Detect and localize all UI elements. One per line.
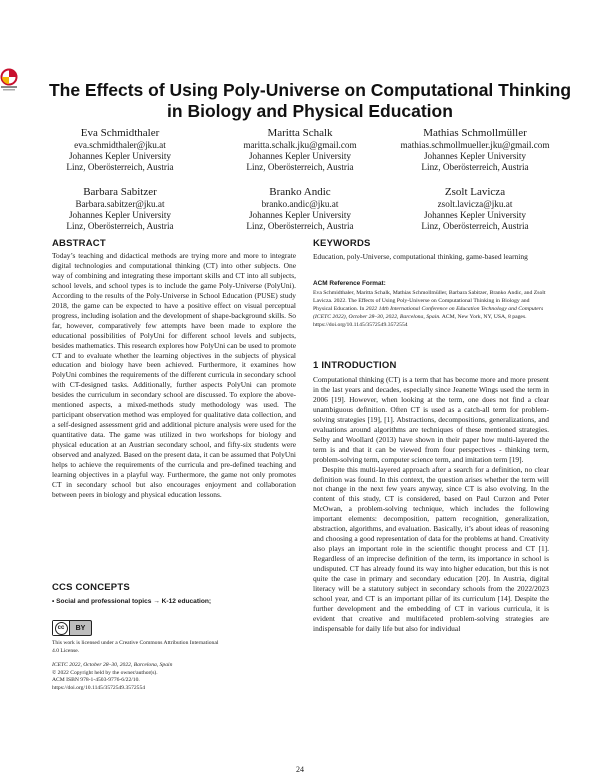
introduction-heading: 1 INTRODUCTION <box>313 360 397 371</box>
author-affiliation: Johannes Kepler University <box>68 210 172 221</box>
author-affiliation: Johannes Kepler University <box>248 151 352 162</box>
ccs-heading: CCS CONCEPTS <box>52 582 130 593</box>
author-name: Zsolt Lavicza <box>444 186 506 198</box>
author-name: Eva Schmidthaler <box>80 127 160 139</box>
paper-title: The Effects of Using Poly-Universe on Computational Thinking in Biology and Physical Education <box>48 80 572 121</box>
author-location: Linz, Oberösterreich, Austria <box>421 162 529 173</box>
author-name: Branko Andic <box>269 186 331 198</box>
keywords-heading: KEYWORDS <box>313 238 371 249</box>
abstract-text: Today’s teaching and didactical methods are trying more and more to integrate digital technologies and computational thinking (CT) into other subjects. One way of combining and integrating these important skills and CT into all subjects, school levels, and school types is to include the game Poly-Universe (PolyUni). According to the results of the Poly-Universe in School Education (PUSE) study 2018, the game can be expected to have a positive effect on visual perceptual progress, including isolation and the development of shape-background skills. So far, however, comparatively few attempts have been made to explore the educational possibilities of PolyUni for different school levels and subjects, besides mathematics. This research explores how PolyUni can be used to promote CT and to evaluate whether the learning objectives in the subjects of physical education and biology have been achieved. Furthermore, it examines how PolyUni combines the requirements of the different curricula in secondary school with CT-designed tasks. Additionally, further aspects PolyUni can promote besides the curriculum in secondary school are discussed. To explore the above-mentioned aspects, a mixed-methods study methodology was used. The participant observation method was employed for qualitative data collection, and a self-designed assessment grid and additional picture analysis were used for the quantitative data. The game was utilized in two workshops for biology and physical education at an Austrian secondary school, and fifty-six students were observed and analyzed. Based on the present data, it can be assumed that PolyUni helps to achieve the requirements of the curricula and pre-defined teaching and learning objectives in a playful way. Furthermore, the game not only promotes CT in secondary school but also encourages enjoyment and collaboration between peers in biology and physical education lessons. <box>52 251 296 499</box>
author-name: Maritta Schalk <box>267 127 333 139</box>
author-card <box>210 185 390 233</box>
author-email[interactable]: Barbara.sabitzer@jku.at <box>75 199 165 209</box>
page-number: 24 <box>296 765 304 774</box>
author-location: Linz, Oberösterreich, Austria <box>66 162 174 173</box>
author-email[interactable]: mathias.schmollmueller.jku@gmail.com <box>400 140 550 150</box>
cc-by-license-icon[interactable] <box>52 620 92 636</box>
author-name: Barbara Sabitzer <box>83 186 157 198</box>
author-card <box>30 185 210 233</box>
author-card <box>385 185 565 233</box>
cc-icon: cc <box>55 622 68 635</box>
doi-link[interactable]: https://doi.org/10.1145/3572549.3572554 <box>52 684 146 691</box>
author-card <box>385 126 565 174</box>
author-location: Linz, Oberösterreich, Austria <box>66 221 174 232</box>
reference-format-heading: ACM Reference Format: <box>313 280 386 287</box>
by-label: BY <box>75 624 86 632</box>
introduction-text <box>313 375 549 634</box>
author-email[interactable]: branko.andic@jku.at <box>261 199 339 209</box>
author-affiliation: Johannes Kepler University <box>248 210 352 221</box>
author-card <box>30 126 210 174</box>
ccs-item: • Social and professional topics → K-12 education; <box>52 598 212 605</box>
author-location: Linz, Oberösterreich, Austria <box>246 162 354 173</box>
author-card <box>210 126 390 174</box>
author-affiliation: Johannes Kepler University <box>68 151 172 162</box>
venue-info: ICETC 2022, October 28–30, 2022, Barcelona, Spain © 2022 Copyright held by the owner/author(s). ACM ISBN 978-1-4503-9776-6/22/10. https://doi.org/10.1145/3572549.3572554 <box>52 662 296 692</box>
intro-paragraph-2: Despite this multi-layered approach after a search for a definition, no clear definition was found. In this context, the question arises whether the term will not change in the next few years anyway, since CT is also evolving. In the content of this study, CT is considered, based on Paul Curzon and Peter McOwan, a problem-solving technique, which includes the following important elements: decomposition, pattern recognition, generalization, abstraction, algorithms, and evaluation. Basically, it’s about ideas of reasoning and choosing a good representation of data for the problems at hand. Creativity also plays an important role in the scientific thought process and CT [1]. Regardless of an imprecise definition of the term, its importance in school is undisputed. CT has already found its way into higher education, but this is not quite the case in primary and secondary education [20]. In Austria, digital literacy will be a statutory subject in secondary schools from the 2022/2023 school year, and CT is an important pillar of its curriculum [14]. Despite the further development and the embedding of CT in various curricula, it is evident that creative and multifaceted problem-solving strategies are indispensable for daily life but also for individual <box>313 464 549 633</box>
author-location: Linz, Oberösterreich, Austria <box>421 221 529 232</box>
keywords-text: Education, poly-Universe, computational thinking, game-based learning <box>313 252 528 261</box>
author-name: Mathias Schmollmüller <box>423 127 527 139</box>
author-affiliation: Johannes Kepler University <box>423 210 527 221</box>
author-affiliation: Johannes Kepler University <box>423 151 527 162</box>
abstract-heading: ABSTRACT <box>52 238 106 249</box>
intro-paragraph-1: Computational thinking (CT) is a term that has become more and more present in the last years and decades, especially since Jeanette Wings used the term in 2006 [19]. However, when looking at the term, one does not find a clear unambiguous definition. Often CT is used as a catch-all term for problem-solving strategies [19], [1]. Abstractions, decompositions, generalizations, and evaluations around algorithms are techniques of these mentioned strategies. Selby and Woollard (2013) have shown in their paper how multi-layered the term is and that it can be viewed from four perspectives - thinking term, problem-solving term, computer science term, and imitation term [19]. <box>313 375 549 464</box>
license-text: This work is licensed under a Creative Commons Attribution International 4.0 License. <box>52 640 219 654</box>
author-email[interactable]: maritta.schalk.jku@gmail.com <box>243 140 357 150</box>
reference-format-text: Eva Schmidthaler, Maritta Schalk, Mathias Schmollmüller, Barbara Sabitzer, Branko Andic, and Zsolt Lavicza. 2022. The Effects of Using Poly-Universe on Computational Thinking in Biology and Physical Education. In 2022 14th International Conference on Education Technology and Computers (ICETC 2022), October 28–30, 2022, Barcelona, Spain. ACM, New York, NY, USA, 8 pages. https://doi.org/10.1145/3572549.3572554 <box>313 290 546 328</box>
author-email[interactable]: eva.schmidthaler@jku.at <box>74 140 166 150</box>
author-location: Linz, Oberösterreich, Austria <box>246 221 354 232</box>
author-email[interactable]: zsolt.lavicza@jku.at <box>437 199 513 209</box>
check-for-updates-icon[interactable] <box>0 68 18 94</box>
